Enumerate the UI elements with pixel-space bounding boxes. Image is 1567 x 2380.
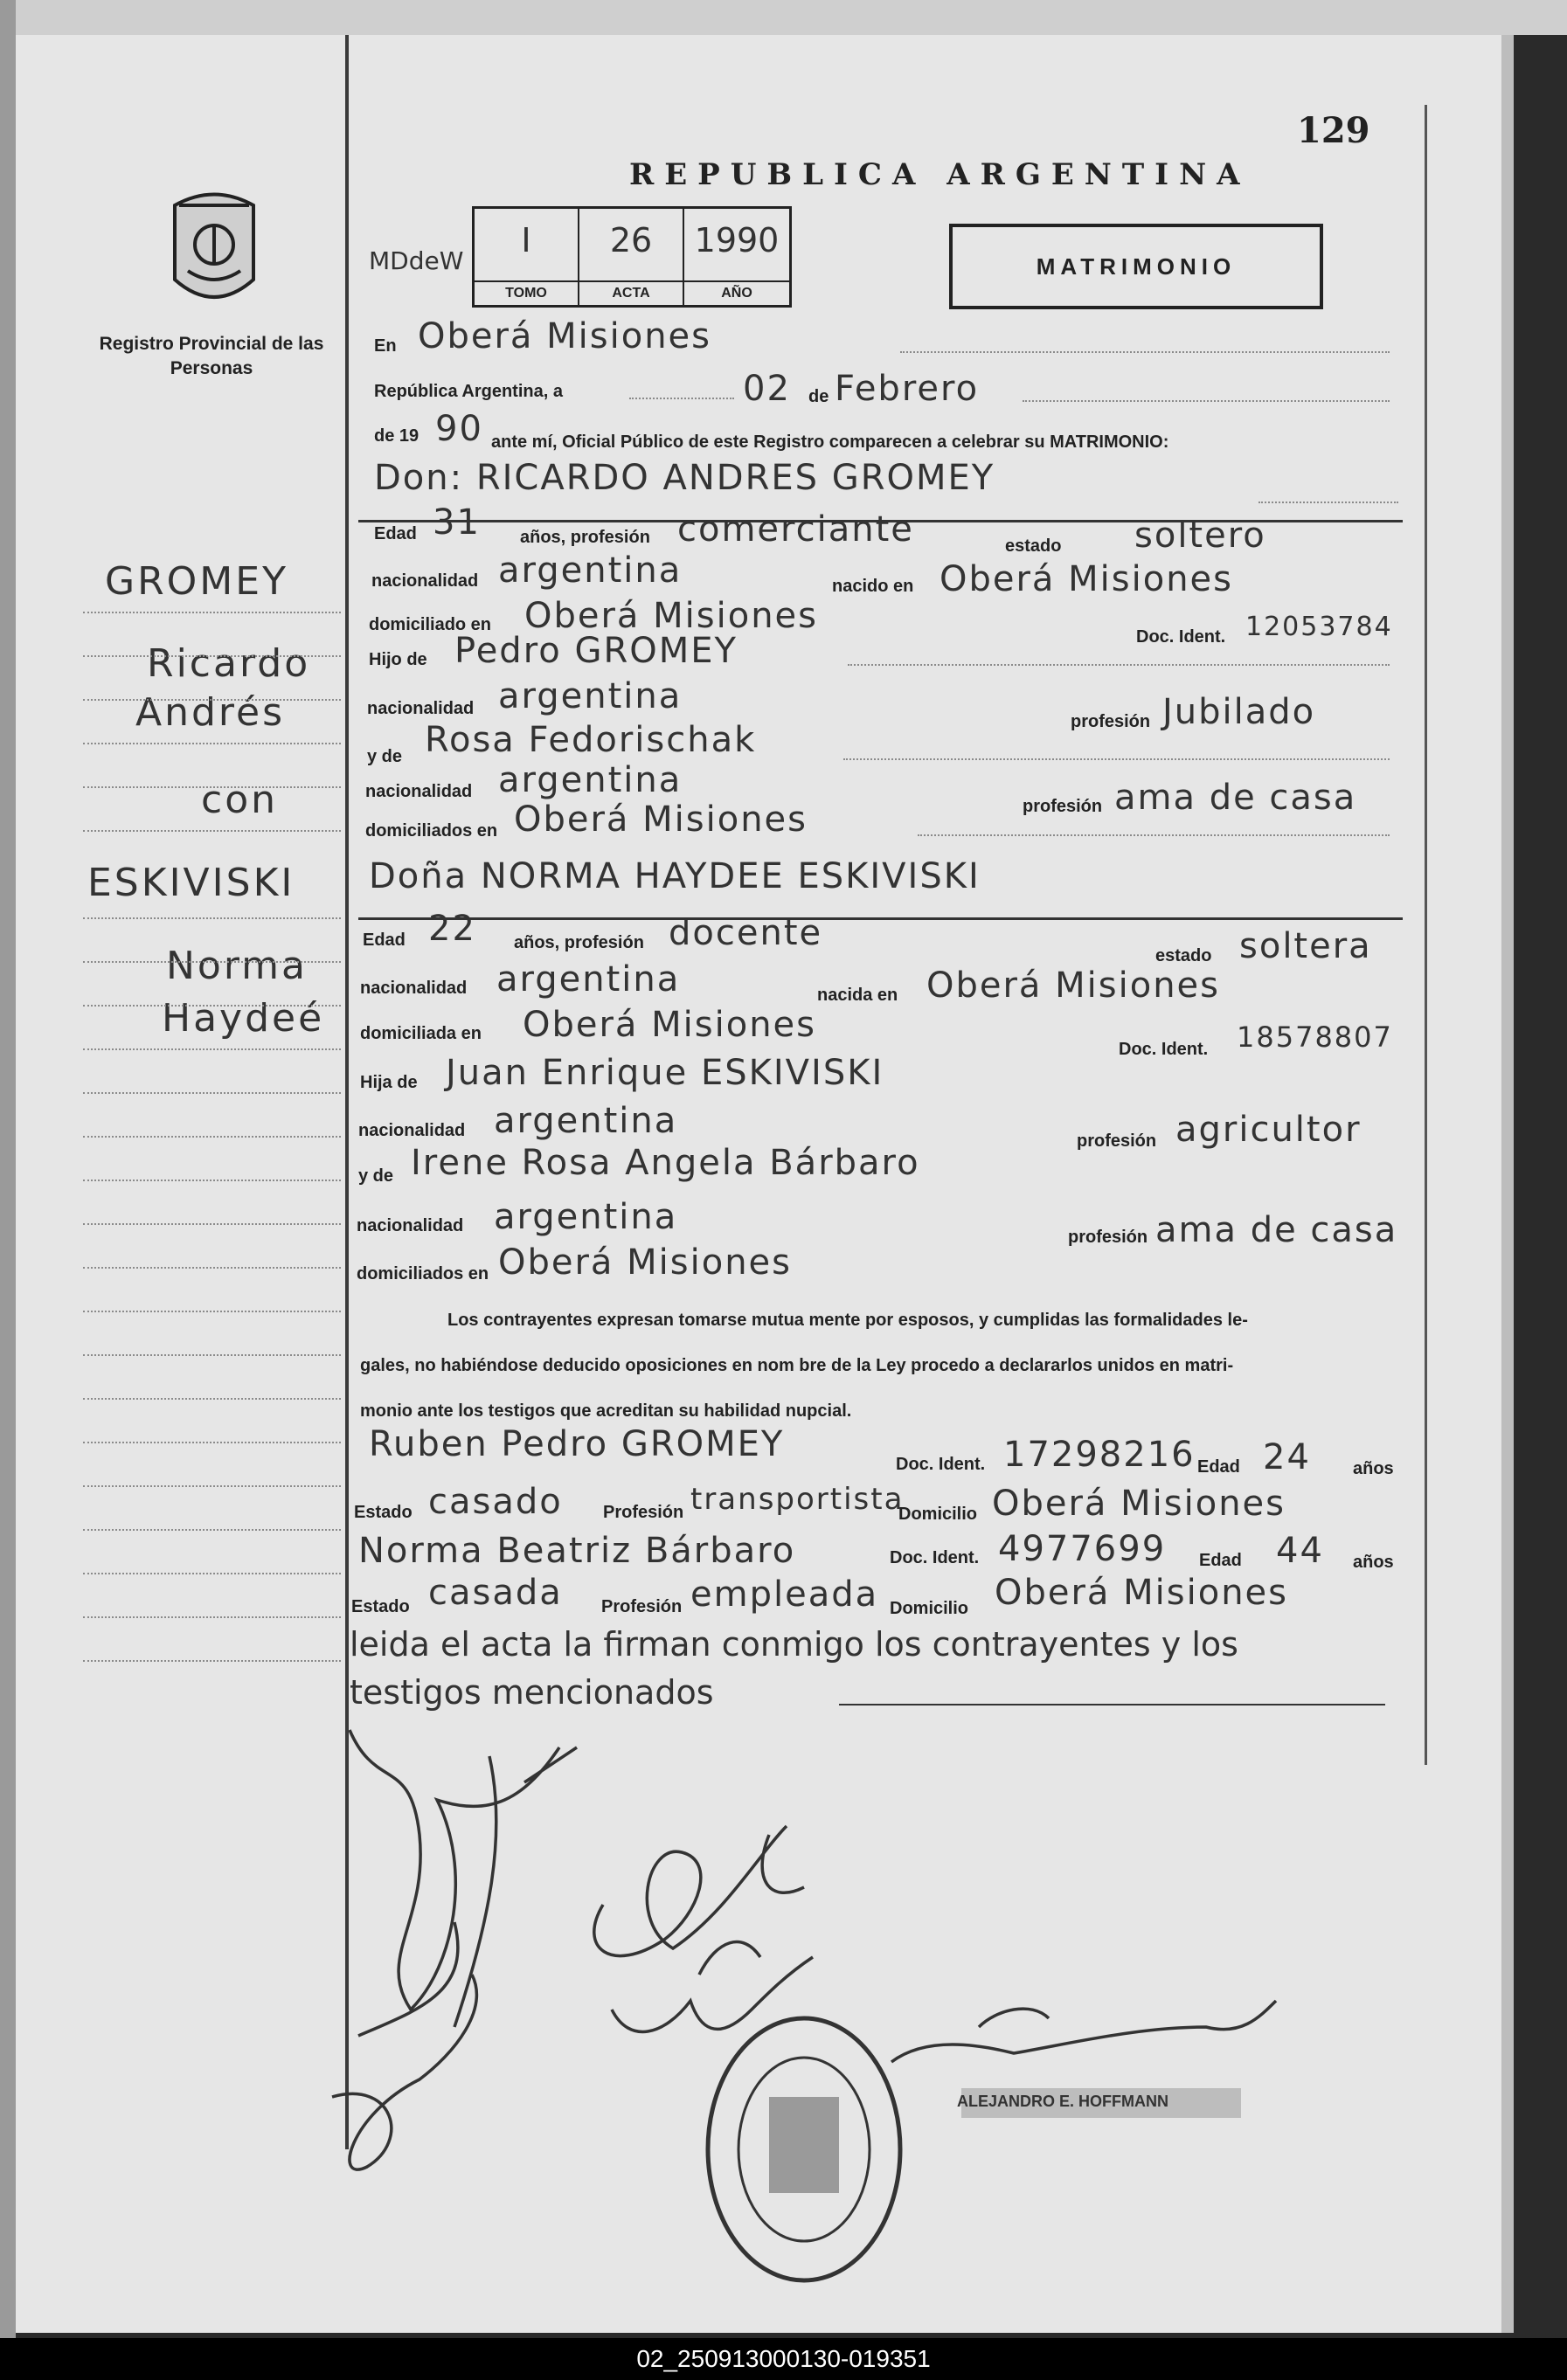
groom-nacido-label: nacido en [832, 577, 914, 596]
witness-2-estado-label: Estado [351, 1597, 410, 1616]
witness-2-name: Norma Beatriz Bárbaro [358, 1531, 796, 1571]
bride-doc-label: Doc. Ident. [1119, 1040, 1209, 1059]
groom-padre-prof-label: profesión [1071, 712, 1151, 731]
office-code: MDdeW [369, 246, 464, 275]
witness-1-anos-label: años [1353, 1459, 1394, 1478]
signature-witness-2 [612, 1942, 813, 2032]
tomo-value: I [521, 221, 531, 259]
anio-value: 1990 [694, 221, 780, 259]
year-prefix: de 19 [374, 426, 419, 446]
bride-dom-label: domiciliada en [360, 1024, 482, 1043]
bride-edad: 22 [428, 909, 476, 949]
bride-padre-prof: agricultor [1175, 1110, 1362, 1150]
signature-officer [891, 2001, 1276, 2062]
bride-nacida: Oberá Misiones [926, 965, 1221, 1006]
bride-nac-label: nacionalidad [360, 979, 468, 998]
witness-2-dom-label: Domicilio [890, 1599, 969, 1618]
declaration-line-3: monio ante los testigos que acreditan su habilidad nupcial. [360, 1401, 852, 1421]
groom-doc-label: Doc. Ident. [1136, 627, 1226, 647]
country-title: REPUBLICA ARGENTINA [629, 157, 1251, 192]
image-identifier: 02_250913000130-019351 [0, 2338, 1567, 2380]
groom-nacido: Oberá Misiones [940, 559, 1234, 599]
record-type-box: MATRIMONIO [949, 224, 1323, 309]
groom-profesion-label: años, profesión [520, 528, 650, 547]
bride-profesion-label: años, profesión [514, 933, 644, 952]
groom-padre-nac: argentina [498, 676, 683, 716]
bride-madre: Irene Rosa Angela Bárbaro [411, 1143, 920, 1183]
witness-1-estado: casado [428, 1482, 563, 1522]
groom-estado: soltero [1134, 515, 1266, 556]
witness-2-edad-label: Edad [1199, 1551, 1242, 1570]
bride-nacionalidad: argentina [496, 959, 681, 1000]
witness-2-edad: 44 [1276, 1531, 1324, 1571]
groom-nac-label: nacionalidad [371, 571, 479, 591]
marriage-month: Febrero [835, 369, 980, 409]
bride-padres-dom: Oberá Misiones [498, 1242, 793, 1283]
witness-1-prof-label: Profesión [603, 1503, 684, 1522]
witness-1-dom-label: Domicilio [898, 1505, 978, 1524]
groom-edad-label: Edad [374, 524, 417, 543]
bride-profesion: docente [669, 913, 823, 953]
closing-line-2: testigos mencionados [350, 1673, 714, 1712]
groom-madre-prof-label: profesión [1023, 797, 1103, 816]
signature-groom [350, 1730, 577, 2027]
bride-madre-nac-label: nacionalidad [357, 1216, 464, 1235]
groom-dom-label: domiciliado en [369, 615, 492, 634]
margin-bride-surname: ESKIVISKI [87, 861, 295, 905]
signature-witness-1 [594, 1826, 804, 1956]
acta-label: ACTA [579, 280, 683, 305]
page-number: 129 [1297, 110, 1370, 151]
groom-nacionalidad: argentina [498, 550, 683, 591]
groom-hijo-label: Hijo de [369, 650, 427, 669]
en-label: En [374, 336, 397, 356]
groom-madre-nac-label: nacionalidad [365, 782, 473, 801]
bride-padre: Juan Enrique ESKIVISKI [446, 1053, 884, 1093]
groom-madre-prof: ama de casa [1114, 778, 1357, 818]
groom-padre: Pedro GROMEY [454, 631, 738, 671]
signature-bride [332, 1922, 476, 2169]
groom-madre: Rosa Fedorischak [425, 720, 757, 760]
margin-connector: con [201, 778, 278, 822]
witness-2-domicilio: Oberá Misiones [995, 1573, 1289, 1613]
bride-edad-label: Edad [363, 931, 406, 950]
groom-padres-dom: Oberá Misiones [514, 799, 808, 840]
witness-1-domicilio: Oberá Misiones [992, 1484, 1286, 1524]
groom-yde-label: y de [367, 747, 403, 766]
witness-1-doc-label: Doc. Ident. [896, 1455, 986, 1474]
groom-padre-nac-label: nacionalidad [367, 699, 475, 718]
witness-1-edad: 24 [1263, 1437, 1311, 1477]
marriage-place: Oberá Misiones [418, 316, 712, 356]
bride-nacida-label: nacida en [817, 986, 898, 1005]
margin-groom-surname: GROMEY [105, 559, 288, 604]
witness-2-prof-label: Profesión [601, 1597, 683, 1616]
republica-label: República Argentina, a [374, 382, 563, 401]
witness-2-profesion: empleada [690, 1574, 879, 1615]
groom-padre-prof: Jubilado [1162, 692, 1316, 732]
witness-1-profesion: transportista [690, 1482, 905, 1517]
groom-name: Don: RICARDO ANDRES GROMEY [374, 458, 995, 498]
bride-padre-nac: argentina [494, 1101, 678, 1141]
bride-estado: soltera [1239, 926, 1372, 966]
witness-2-estado: casada [428, 1573, 563, 1613]
officer-name-stamp: ALEJANDRO E. HOFFMANN [957, 2093, 1168, 2110]
tomo-label: TOMO [475, 280, 578, 305]
bride-padre-nac-label: nacionalidad [358, 1121, 466, 1140]
witness-1-doc: 17298216 [1003, 1435, 1196, 1475]
witness-1-estado-label: Estado [354, 1503, 413, 1522]
oficial-text: ante mí, Oficial Público de este Registro comparecen a celebrar su MATRIMONIO: [491, 432, 1169, 452]
groom-edad: 31 [433, 502, 481, 543]
bride-madre-nac: argentina [494, 1197, 678, 1237]
registry-name: Registro Provincial de las Personas [99, 334, 324, 378]
groom-profesion: comerciante [677, 509, 914, 550]
margin-groom-name-2: Andrés [135, 690, 286, 735]
year-suffix: 90 [435, 409, 483, 449]
acta-value: 26 [609, 221, 653, 259]
declaration-line-1: Los contrayentes expresan tomarse mutua mente por esposos, y cumplidas las formalidades le- [447, 1311, 1248, 1330]
margin-bride-name-2: Haydeé [162, 996, 325, 1041]
bride-domicilio: Oberá Misiones [523, 1005, 817, 1045]
groom-doc: 12053784 [1245, 612, 1393, 642]
closing-line-1: leida el acta la firman conmigo los contrayentes y los [350, 1625, 1238, 1664]
bride-estado-label: estado [1155, 946, 1212, 965]
bride-doc: 18578807 [1237, 1020, 1393, 1054]
groom-madre-nac: argentina [498, 760, 683, 800]
bride-padres-dom-label: domiciliados en [357, 1264, 489, 1283]
bride-madre-prof-label: profesión [1068, 1228, 1148, 1247]
margin-groom-name-1: Ricardo [147, 641, 311, 686]
bride-padre-prof-label: profesión [1077, 1131, 1157, 1151]
witness-1-name: Ruben Pedro GROMEY [369, 1424, 785, 1464]
bride-name: Doña NORMA HAYDEE ESKIVISKI [369, 856, 981, 896]
marriage-day: 02 [743, 369, 791, 409]
witness-2-anos-label: años [1353, 1553, 1394, 1572]
witness-2-doc-label: Doc. Ident. [890, 1548, 980, 1567]
bride-yde-label: y de [358, 1166, 394, 1186]
official-stamp-icon [708, 2018, 900, 2280]
bride-hija-label: Hija de [360, 1073, 418, 1092]
anio-label: AÑO [684, 280, 789, 305]
margin-bride-name-1: Norma [166, 944, 308, 988]
de-label: de [808, 387, 829, 406]
groom-estado-label: estado [1005, 536, 1062, 556]
bride-madre-prof: ama de casa [1155, 1210, 1398, 1250]
declaration-line-2: gales, no habiéndose deducido oposiciones en nom bre de la Ley procedo a declararlos unidos en matri- [360, 1356, 1234, 1375]
groom-domicilio: Oberá Misiones [524, 596, 819, 636]
groom-padres-dom-label: domiciliados en [365, 821, 498, 841]
witness-2-doc: 4977699 [998, 1529, 1167, 1569]
witness-1-edad-label: Edad [1197, 1457, 1240, 1477]
